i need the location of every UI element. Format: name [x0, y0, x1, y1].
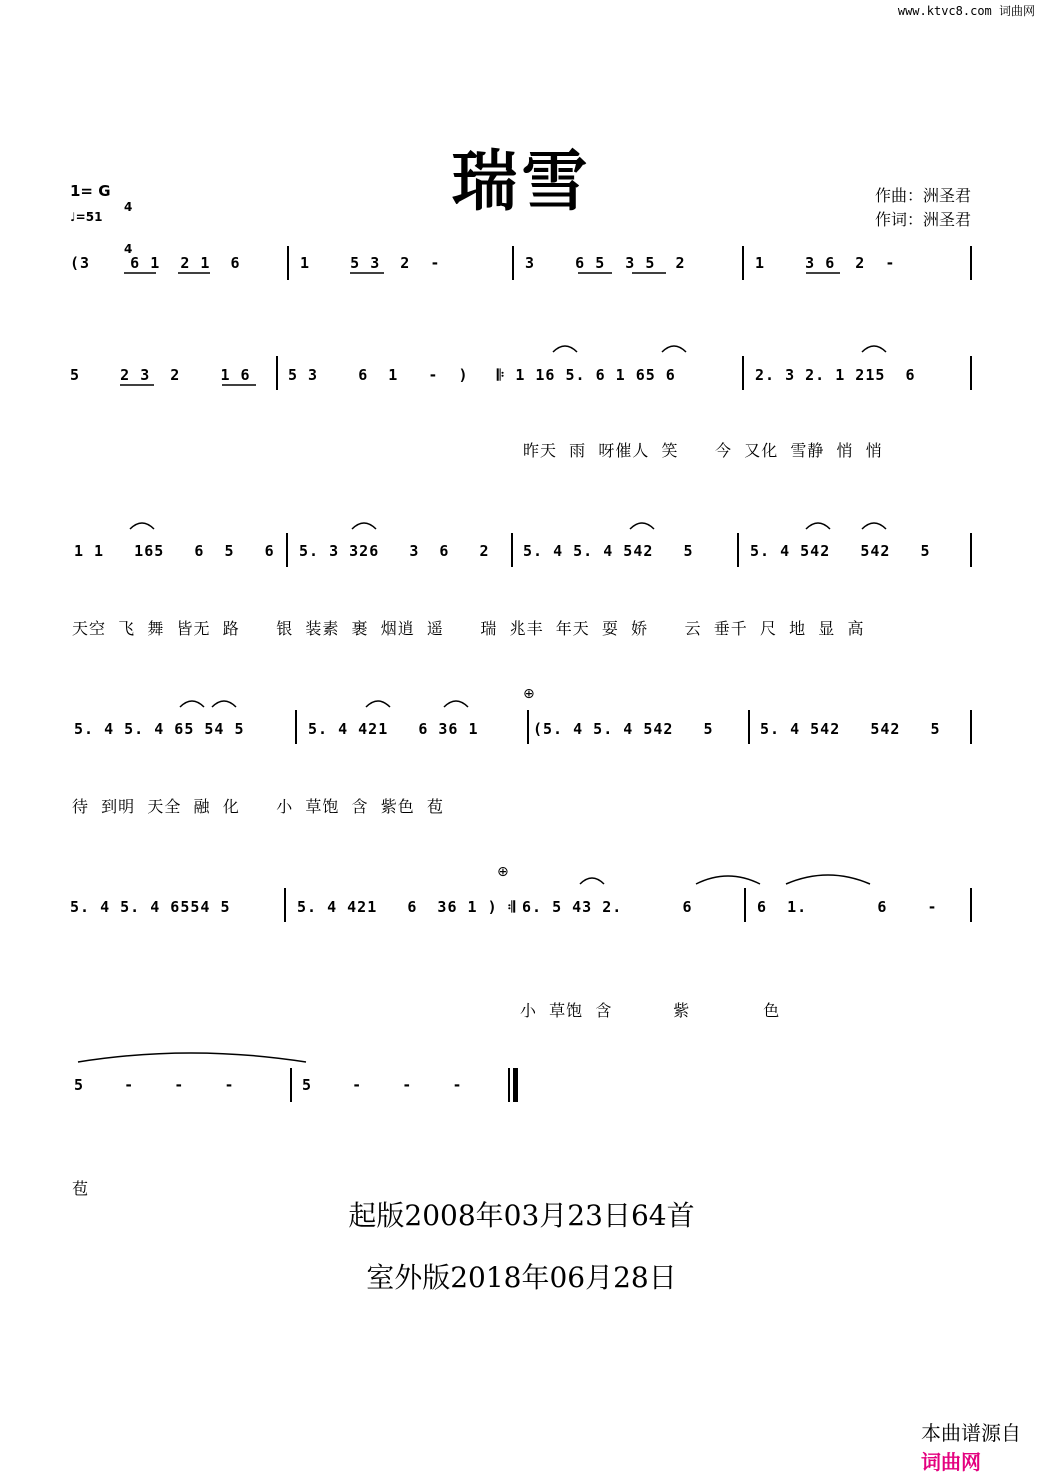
measure: 5. 4 542 542 5	[750, 542, 931, 560]
lyric-line: 苞	[72, 1179, 90, 1198]
slur	[662, 346, 686, 352]
measure: 1 3 6 2 -	[755, 254, 896, 272]
slur	[862, 346, 886, 352]
measure: (3 6 1 2 1 6	[70, 254, 241, 272]
footer-line-1: 起版2008年03月23日64首	[348, 1199, 695, 1232]
source-credit	[908, 1393, 1021, 1475]
tie	[786, 875, 870, 884]
measure: 5. 4 5. 4 65 54 5	[74, 720, 245, 738]
slur	[444, 701, 468, 707]
slur	[553, 346, 577, 352]
tie	[78, 1053, 306, 1062]
measure: 5. 4 542 542 5	[760, 720, 941, 738]
slur	[180, 701, 204, 707]
measure: 3 6 5 3 5 2	[525, 254, 686, 272]
measure: 2. 3 2. 1 215 6	[755, 366, 916, 384]
slur	[212, 701, 236, 707]
time-signature-bottom: 4	[124, 242, 133, 256]
source-prefix: 本曲谱源自	[921, 1421, 1021, 1445]
footer-line-2: 室外版2018年06月28日	[366, 1261, 677, 1294]
measure: 5 3 6 1 - )	[288, 366, 469, 384]
slur	[806, 523, 830, 529]
lyric-line: 天空 飞 舞 皆无 路 银 装素 裹 烟逍 遥 瑞 兆丰 年天 耍 娇 云 垂千 尺 地 显 高	[72, 619, 865, 638]
tempo-mark: ♩=51	[70, 210, 103, 224]
key-signature: 1= G	[70, 182, 111, 200]
measure: 6. 5 43 2. 6	[522, 898, 693, 916]
lyricist-credit: 作词：洲圣君	[874, 210, 971, 229]
coda-mark: ⊕	[523, 686, 535, 702]
source-brand-link[interactable]: 词曲网	[921, 1450, 981, 1474]
measure: 5. 4 5. 4 6554 5	[70, 898, 231, 916]
measure: 𝄆 1 16 5. 6 1 65 6	[497, 366, 676, 384]
lyric-line: 昨天 雨 呀催人 笑 今 又化 雪静 悄 悄	[523, 441, 883, 460]
watermark: www.ktvc8.com 词曲网	[897, 4, 1035, 18]
slur	[352, 523, 376, 529]
measure: 5 - - -	[74, 1076, 235, 1094]
lyric-line: 小 草饱 含 紫 色	[520, 1001, 781, 1020]
measure: 5. 4 421 6 36 1 ) 𝄇	[297, 898, 516, 916]
measure: 5 - - -	[302, 1076, 463, 1094]
composer-credit: 作曲：洲圣君	[874, 186, 971, 205]
song-title: 瑞雪	[451, 142, 592, 220]
measure: 1 5 3 2 -	[300, 254, 441, 272]
tie	[696, 876, 760, 884]
measure: 5. 3 326 3 6 2	[299, 542, 490, 560]
measure: 1 1 165 6 5 6	[74, 542, 275, 560]
slur	[580, 878, 604, 884]
time-signature-top: 4	[124, 200, 133, 214]
coda-mark: ⊕	[497, 864, 509, 880]
slur	[862, 523, 886, 529]
measure: 5 2 3 2 1 6	[70, 366, 251, 384]
slur	[630, 523, 654, 529]
measure: 6 1. 6 -	[757, 898, 938, 916]
lyric-line: 待 到明 天全 融 化 小 草饱 含 紫色 苞	[72, 797, 444, 816]
slur	[130, 523, 154, 529]
measure: (5. 4 5. 4 542 5	[533, 720, 714, 738]
measure: 5. 4 5. 4 542 5	[523, 542, 694, 560]
measure: 5. 4 421 6 36 1	[308, 720, 479, 738]
slur	[366, 701, 390, 707]
